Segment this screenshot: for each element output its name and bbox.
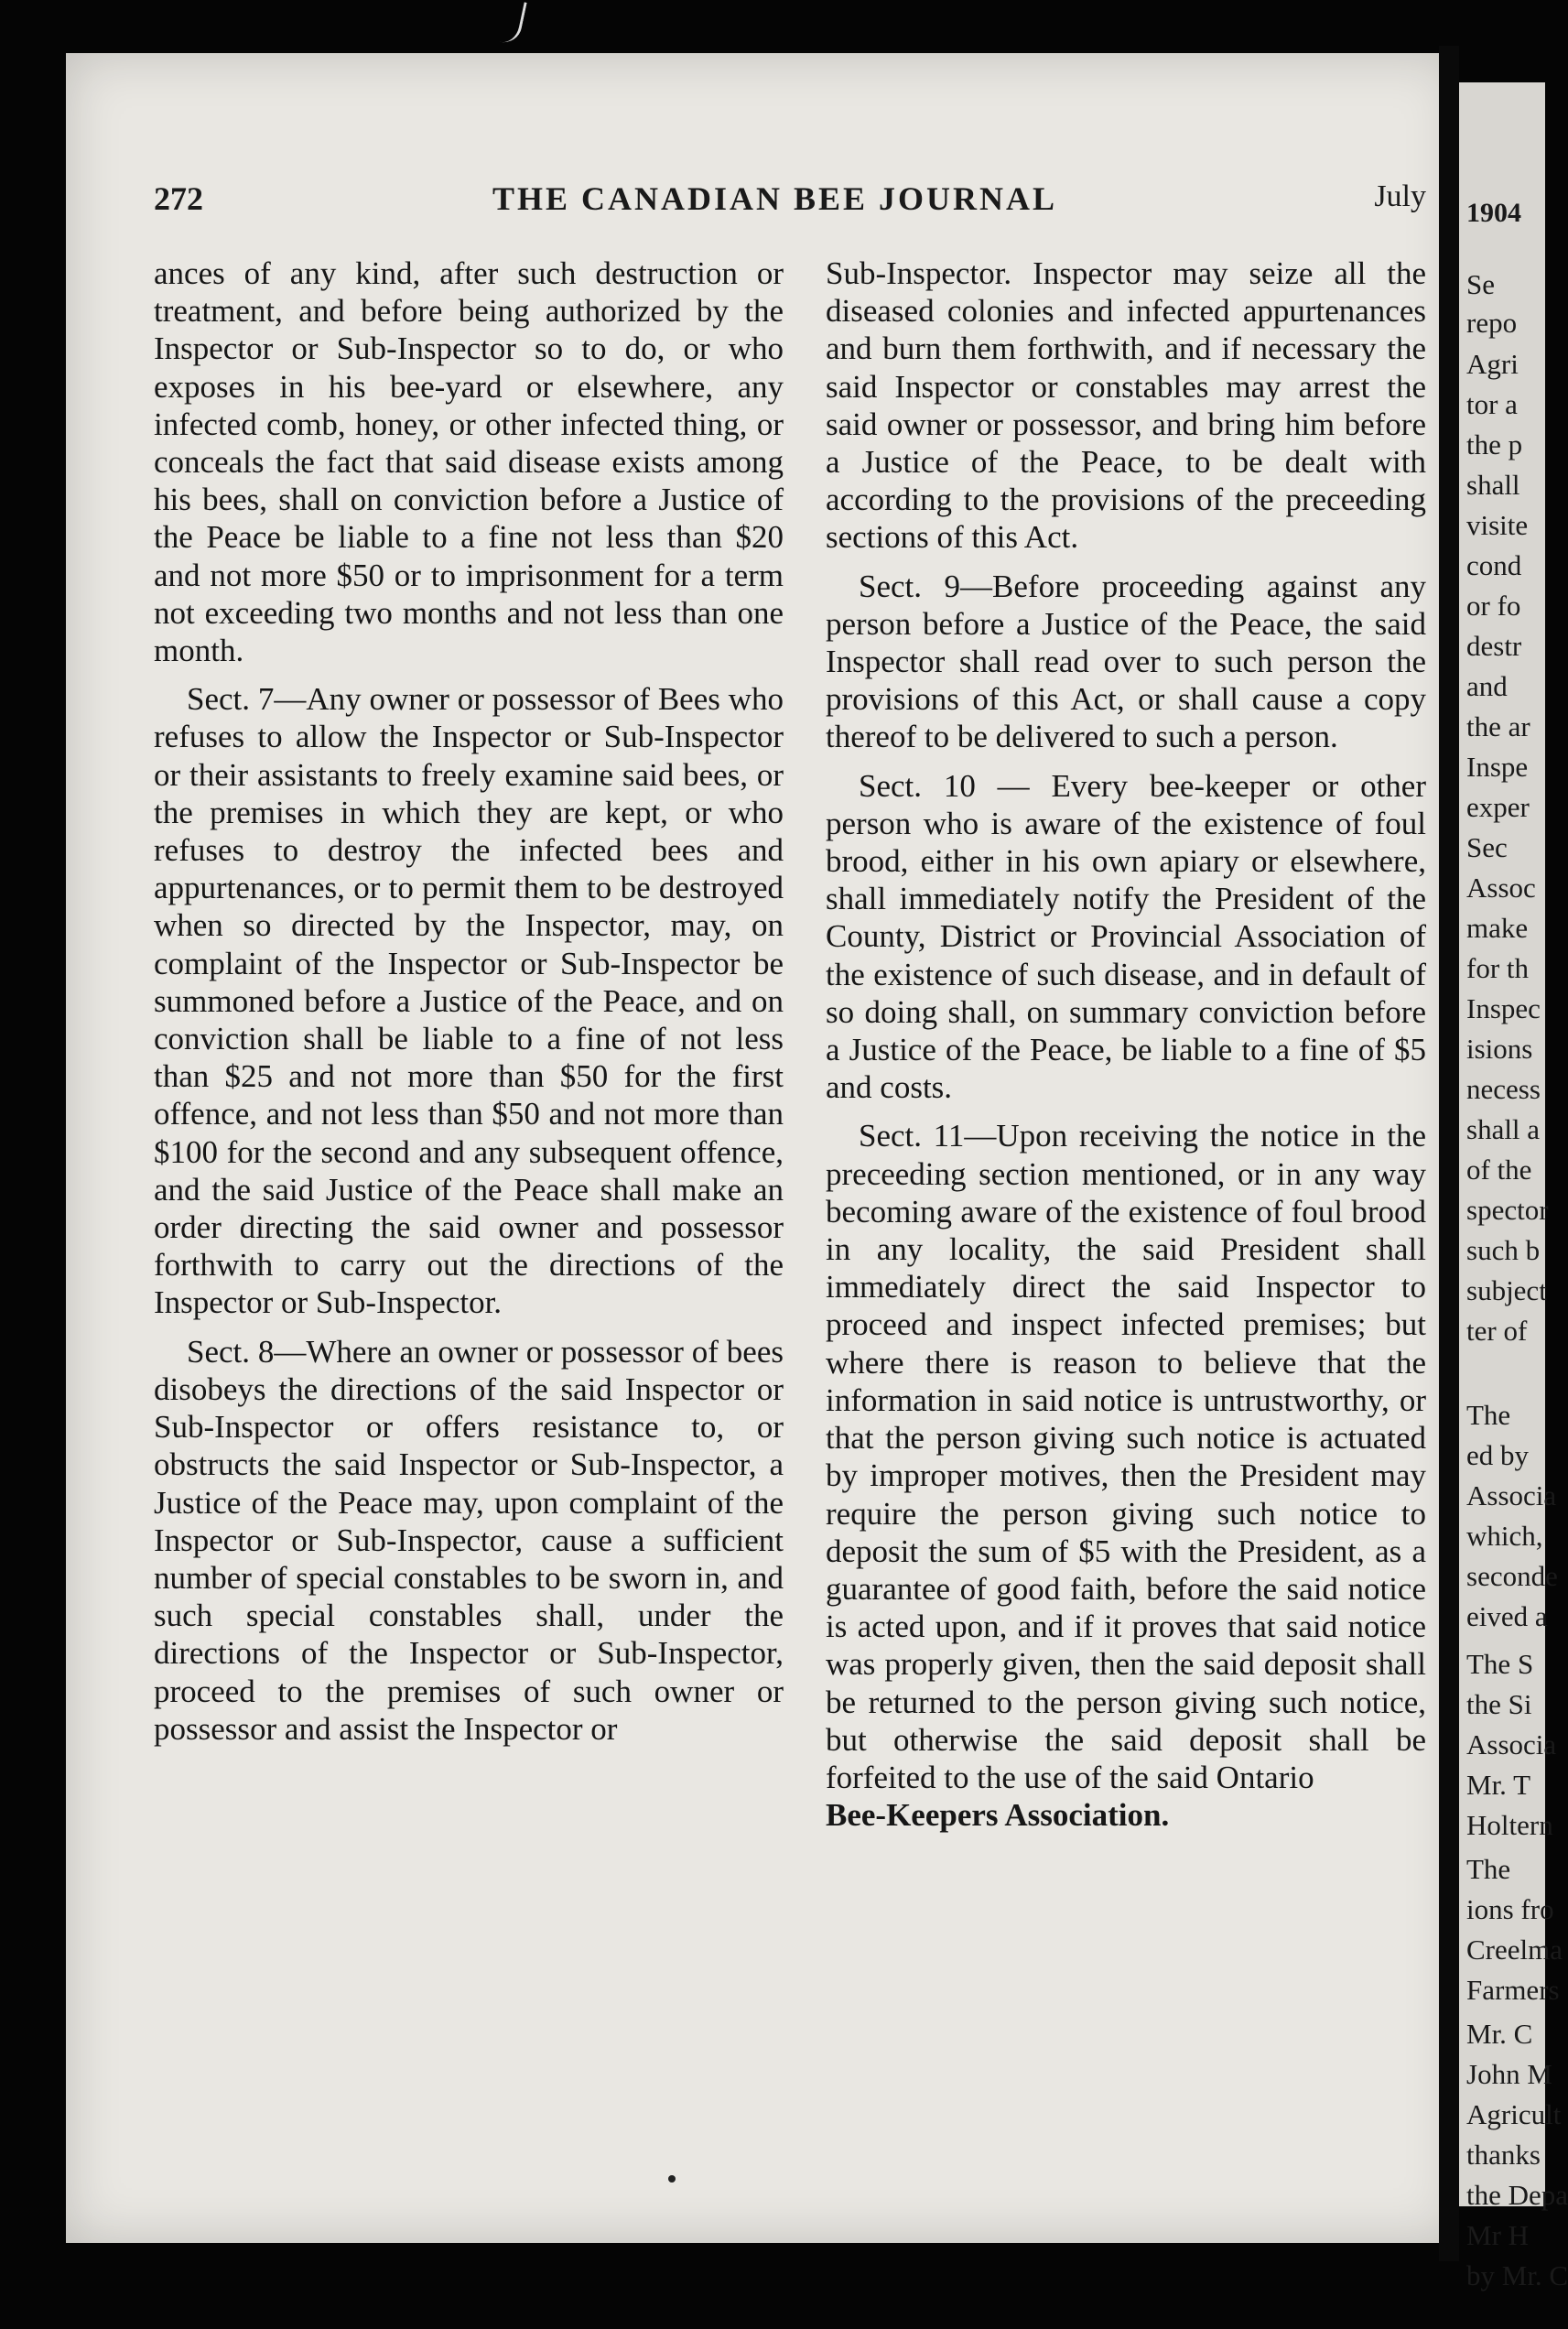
adjacent-page-fragment: ed by (1466, 1439, 1530, 1471)
paragraph-sect-8: Sect. 8—Where an owner or possessor of bees disobeys the directions of the said Inspector or Sub-Inspector or offers resistance to, or obstructs the said Inspector or Sub-Inspector, a Justice of the Peace may, upon complaint of the Inspector or Sub-Inspector, cause a sufficient number of special constables to be sworn in, and such special constables shall, under the directions of the Inspector or Sub-Inspector, proceed to the premises of such owner or possessor and assist the Inspector or (154, 1333, 784, 1747)
adjacent-page-fragment: shall a (1466, 1113, 1541, 1145)
left-column (154, 255, 784, 1759)
paragraph-sect-9: Sect. 9—Before proceeding against any person before a Justice of the Peace, the said Inspector shall read over to such person the provisions of this Act, or shall cause a copy thereof to be delivered to such a person. (826, 568, 1426, 755)
adjacent-page-fragment: such b (1466, 1234, 1541, 1266)
adjacent-page-fragment: The (1466, 1853, 1511, 1885)
adjacent-page-fragment: repo (1466, 307, 1518, 339)
paragraph-sect-11: Sect. 11—Upon receiving the notice in the preceeding section mentioned, or in any way becoming aware of the existence of foul brood in any locality, the said President shall immediately direct the said Inspector to proceed and inspect infected premises; but where there is reason to believe that the information in said notice is untrustworthy, or that the person giving such notice is actuated by improper motives, then the President may require the person giving such notice to deposit the sum of $5 with the President, as a guarantee of good faith, before the said notice is acted upon, and if it proves that said notice was properly given, then the said deposit shall be returned to the person giving such notice, but otherwise the said deposit shall be forfeited to the use of the said Ontario (826, 1118, 1426, 1795)
paragraph-continuation-right: Sub-Inspector. Inspector may seize all the diseased colonies and infected appurtenances and burn them forthwith, and if necessary the said Inspector or constables may arrest the said owner or possessor, and bring him before a Justice of the Peace, to be dealt with according to the provisions of the preceeding sections of this Act. (826, 255, 1426, 556)
adjacent-page-fragment: the ar (1466, 710, 1530, 742)
adjacent-page-fragment: Associa (1466, 1479, 1557, 1511)
adjacent-page-fragment: Agri (1466, 348, 1519, 380)
adjacent-page-year: 1904 (1466, 198, 1521, 228)
adjacent-page-fragment: tor a (1466, 388, 1518, 420)
adjacent-page-fragment: or fo (1466, 590, 1521, 622)
issue-month: July (1374, 179, 1426, 213)
adjacent-page-fragment: of the (1466, 1154, 1532, 1186)
adjacent-page-fragment: Inspe (1466, 751, 1529, 783)
adjacent-page-fragment: the Si (1466, 1688, 1532, 1720)
adjacent-page-fragment: the Depa (1466, 2179, 1568, 2211)
adjacent-page-fragment: the p (1466, 428, 1523, 460)
adjacent-page-fragment: Mr. C (1466, 2018, 1533, 2050)
adjacent-page-fragment: ter of (1466, 1315, 1528, 1347)
adjacent-page-fragment: visite (1466, 509, 1529, 541)
adjacent-page-fragment: Associa (1466, 1728, 1557, 1760)
adjacent-page-fragment: Mr. T (1466, 1769, 1531, 1801)
adjacent-page-fragment: Inspec (1466, 992, 1541, 1024)
adjacent-page (1459, 82, 1568, 2291)
ink-dot (668, 2175, 676, 2183)
adjacent-page-fragment: isions (1466, 1033, 1533, 1065)
adjacent-page-fragment: Sec (1466, 831, 1508, 863)
adjacent-page-fragment: destr (1466, 630, 1522, 662)
paragraph-sect-10: Sect. 10 — Every bee-keeper or other person who is aware of the existence of foul brood, either in his own apiary or elsewhere, shall immediately notify the President of the County, District or Provincial Association of the existence of such disease, and in default of so doing shall, on summary conviction before a Justice of the Peace, be liable to a fine of $5 and costs. (826, 767, 1426, 1106)
adjacent-page-fragment: exper (1466, 791, 1530, 823)
page-gutter (1439, 46, 1459, 2261)
journal-title: THE CANADIAN BEE JOURNAL (492, 180, 1058, 217)
adjacent-page-fragment: eived a (1466, 1600, 1548, 1632)
adjacent-page-fragment: Assoc (1466, 872, 1536, 904)
adjacent-page-fragment: Se (1466, 268, 1495, 300)
adjacent-page-fragment: for th (1466, 952, 1530, 984)
adjacent-page-fragment: make (1466, 912, 1529, 944)
adjacent-page-fragment: by Mr. C (1466, 2259, 1568, 2291)
adjacent-page-fragment: subject (1466, 1274, 1547, 1306)
adjacent-page-fragment: John M (1466, 2058, 1552, 2090)
adjacent-page-fragment: necess (1466, 1073, 1541, 1105)
adjacent-page-fragment: ions fro (1466, 1893, 1554, 1925)
paragraph-continuation: ances of any kind, after such destruction or treatment, and before being authorized by the Inspector or Sub-Inspector so to do, or who exposes in his bee-yard or elsewhere, any infected comb, honey, or other infected thing, or conceals the fact that said disease exists among his bees, shall on conviction before a Justice of the Peace be liable to a fine not less than $20 and not more $50 or to imprisonment for a term not exceeding two months and not less than one month. (154, 255, 784, 669)
adjacent-page-fragment: and (1466, 670, 1508, 702)
page-number: 272 (154, 180, 203, 217)
adjacent-page-fragment: The (1466, 1399, 1511, 1431)
paragraph-association-name: Bee-Keepers Association. (826, 1797, 1170, 1834)
adjacent-page-fragment: spector (1466, 1194, 1549, 1226)
adjacent-page-fragment: thanks (1466, 2139, 1541, 2171)
adjacent-page-fragment: cond (1466, 549, 1522, 581)
adjacent-page-fragment: Creelma (1466, 1934, 1563, 1966)
page-header (154, 179, 1435, 225)
paragraph-sect-7: Sect. 7—Any owner or possessor of Bees who refuses to allow the Inspector or Sub-Inspector or their assistants to freely examine said bees, or the premises in which they are kept, or who refuses to destroy the infected bees and appurtenances, or to permit them to be destroyed when so directed by the Inspector, may, on complaint of the Inspector or Sub-Inspector be summoned before a Justice of the Peace, and on conviction shall be liable to a fine of not less than $25 and not more than $50 for the first offence, and not less than $50 and not more than $100 for the second and any subsequent offence, and the said Justice of the Peace shall make an order directing the said owner and possessor forthwith to carry out the directions of the Inspector or Sub-Inspector. (154, 681, 784, 1321)
adjacent-page-fragment: shall (1466, 469, 1520, 501)
adjacent-page-fragment: Farmers (1466, 1974, 1560, 2006)
adjacent-page-fragment: Mr H (1466, 2219, 1530, 2251)
right-column (826, 255, 1426, 1845)
adjacent-page-fragment: The S (1466, 1648, 1534, 1680)
adjacent-page-fragment: which, (1466, 1520, 1543, 1552)
margin-mark (497, 0, 526, 46)
adjacent-page-fragment: seconde (1466, 1560, 1558, 1592)
adjacent-page-fragment: Agricult (1466, 2098, 1562, 2130)
adjacent-page-fragment: Holtern (1466, 1809, 1553, 1841)
